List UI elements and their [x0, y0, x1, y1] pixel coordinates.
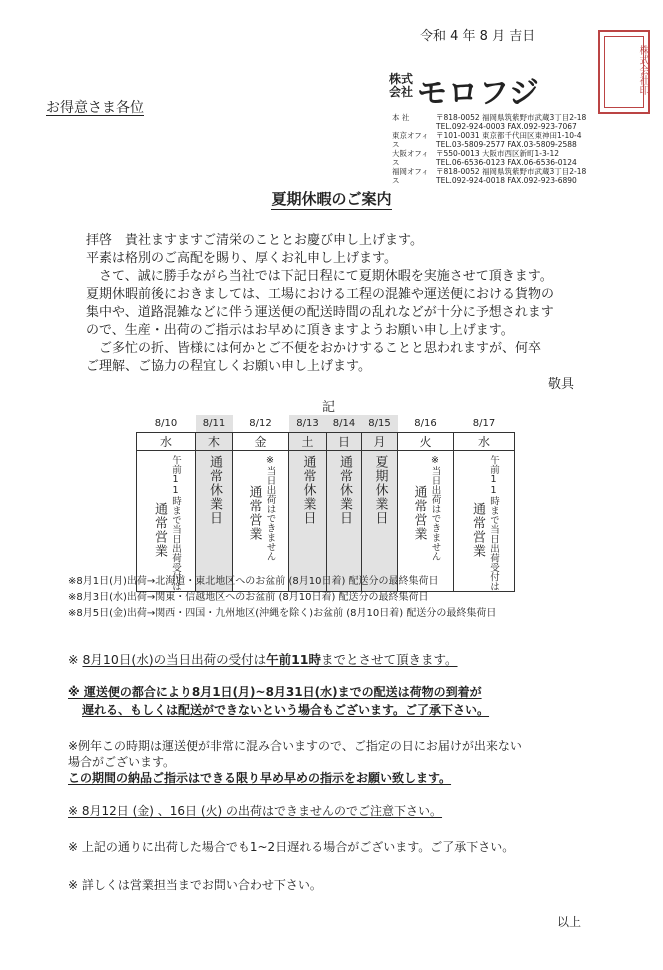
holiday-schedule-table [136, 415, 515, 592]
weekday-cell: 水 [137, 433, 196, 451]
status-cell: 夏期休業日 [362, 451, 398, 592]
notice-delivery-delay: ※ 運送便の都合により8月1日(月)~8月31日(水)までの配送は荷物の到着が 遅れる、もしくは配送ができないという場合もございます。ご了承下さい。 [68, 685, 490, 717]
note-line: ※8月5日(金)出荷→関西・四国・九州地区(沖縄を除く)お盆前 (8月10日着) 配送分の最終集荷日 [68, 608, 497, 619]
date-cell: 8/10 [154, 418, 178, 429]
weekday-cell: 水 [454, 433, 515, 451]
ki-heading: 記 [322, 400, 336, 415]
status-cell: 通常休業日 [327, 451, 362, 592]
ijo: 以上 [557, 915, 582, 929]
notice-busy-season: ※例年この時期は運送便が非常に混み合いますので、ご指定の日にお届けが出来ない 場合がございます。 この期間の納品ご指示はできる限り早め早めの指示をお願い致します。 [68, 739, 522, 785]
issue-date: 令和 4 年 8 月 吉日 [420, 29, 536, 44]
notice-delay: ※ 上記の通りに出荷した場合でも1~2日遅れる場合がございます。ご了承下さい。 [68, 840, 515, 854]
notice-contact: ※ 詳しくは営業担当までお問い合わせ下さい。 [68, 878, 322, 892]
date-cell: 8/16 [414, 418, 437, 429]
date-cell: 8/14 [327, 415, 362, 433]
status-cell: 通常休業日 [289, 451, 327, 592]
date-cell: 8/11 [196, 415, 233, 433]
date-cell: 8/15 [362, 415, 398, 433]
date-cell: 8/13 [289, 415, 327, 433]
note-line: ※8月3日(水)出荷→関東・信越地区へのお盆前 (8月10日着) 配送分の最終集荷日 [68, 592, 429, 603]
shipping-notes [68, 574, 496, 622]
note-line: ※8月1日(月)出荷→北海道・東北地区へのお盆前 (8月10日着) 配送分の最終集荷日 [68, 576, 439, 587]
closing: 敬具 [548, 377, 575, 392]
notice-cutoff: ※ 8月10日(水)の当日出荷の受付は午前11時までとさせて頂きます。 [68, 652, 458, 667]
status-cell: ※当日出荷はできません 通常営業 [398, 451, 454, 592]
weekday-cell: 日 [327, 433, 362, 451]
weekday-cell: 月 [362, 433, 398, 451]
status-cell: 通常休業日 [196, 451, 233, 592]
notice-no-shipping: ※ 8月12日 (金) 、16日 (火) の出荷はできませんのでご注意下さい。 [68, 804, 443, 818]
weekday-cell: 火 [398, 433, 454, 451]
company-logo: モロフジ [417, 76, 540, 111]
company-addresses: 本 社 〒818-0052 福岡県筑紫野市武蔵3丁目2-18 TEL.092-924-0003 FAX.092-923-7067 東京オフィス 〒101-0031 東京都千代田区東神田1-10-4 TEL.03-5809-2577 FAX.03-5809-2588 大阪オフィス 〒550-0013 大阪市西区新町1-3-12 TEL.06-6536-0123 FAX.06-6536-0124 福岡オフィス 〒818-0052 福岡県筑紫野市武蔵3丁目2-18 TEL.092-924-0018 FAX.092-923-6890 [392, 113, 587, 185]
weekday-cell: 木 [196, 433, 233, 451]
status-cell: 午前11時まで当日出荷受付は 通常営業 [454, 451, 515, 592]
body-text: 拝啓 貴社ますますご清栄のこととお慶び申し上げます。 平素は格別のご高配を賜り、厚くお礼申し上げます。 さて、誠に勝手ながら当社では下記日程にて夏期休暇を実施させて頂きます。 夏期休暇前後におきましては、工場における工程の混雑や運送便における貨物の 集中や、道路混雑などに伴う運送便の配送時間の乱れなどが十分に予想されます ので、生産・出荷のご指示はお早めに頂きますようお願い申し上げます。 ご多忙の折、皆様には何かとご不便をおかけすることと思われますが、何卒 ご理解、ご協力の程宜しくお願い申し上げます。 [86, 233, 555, 374]
status-cell: 午前11時まで当日出荷受付は 通常営業 [137, 451, 196, 592]
page-title: 夏期休暇のご案内 [271, 190, 392, 208]
weekday-cell: 金 [233, 433, 289, 451]
weekday-cell: 土 [289, 433, 327, 451]
date-cell: 8/17 [472, 418, 496, 429]
status-cell: ※当日出荷はできません 通常営業 [233, 451, 289, 592]
company-seal-stamp: 株式会社印 [598, 30, 650, 114]
recipient: お得意さま各位 [46, 100, 144, 116]
date-cell: 8/12 [249, 418, 272, 429]
company-prefix: 株式 会社 [389, 72, 414, 99]
